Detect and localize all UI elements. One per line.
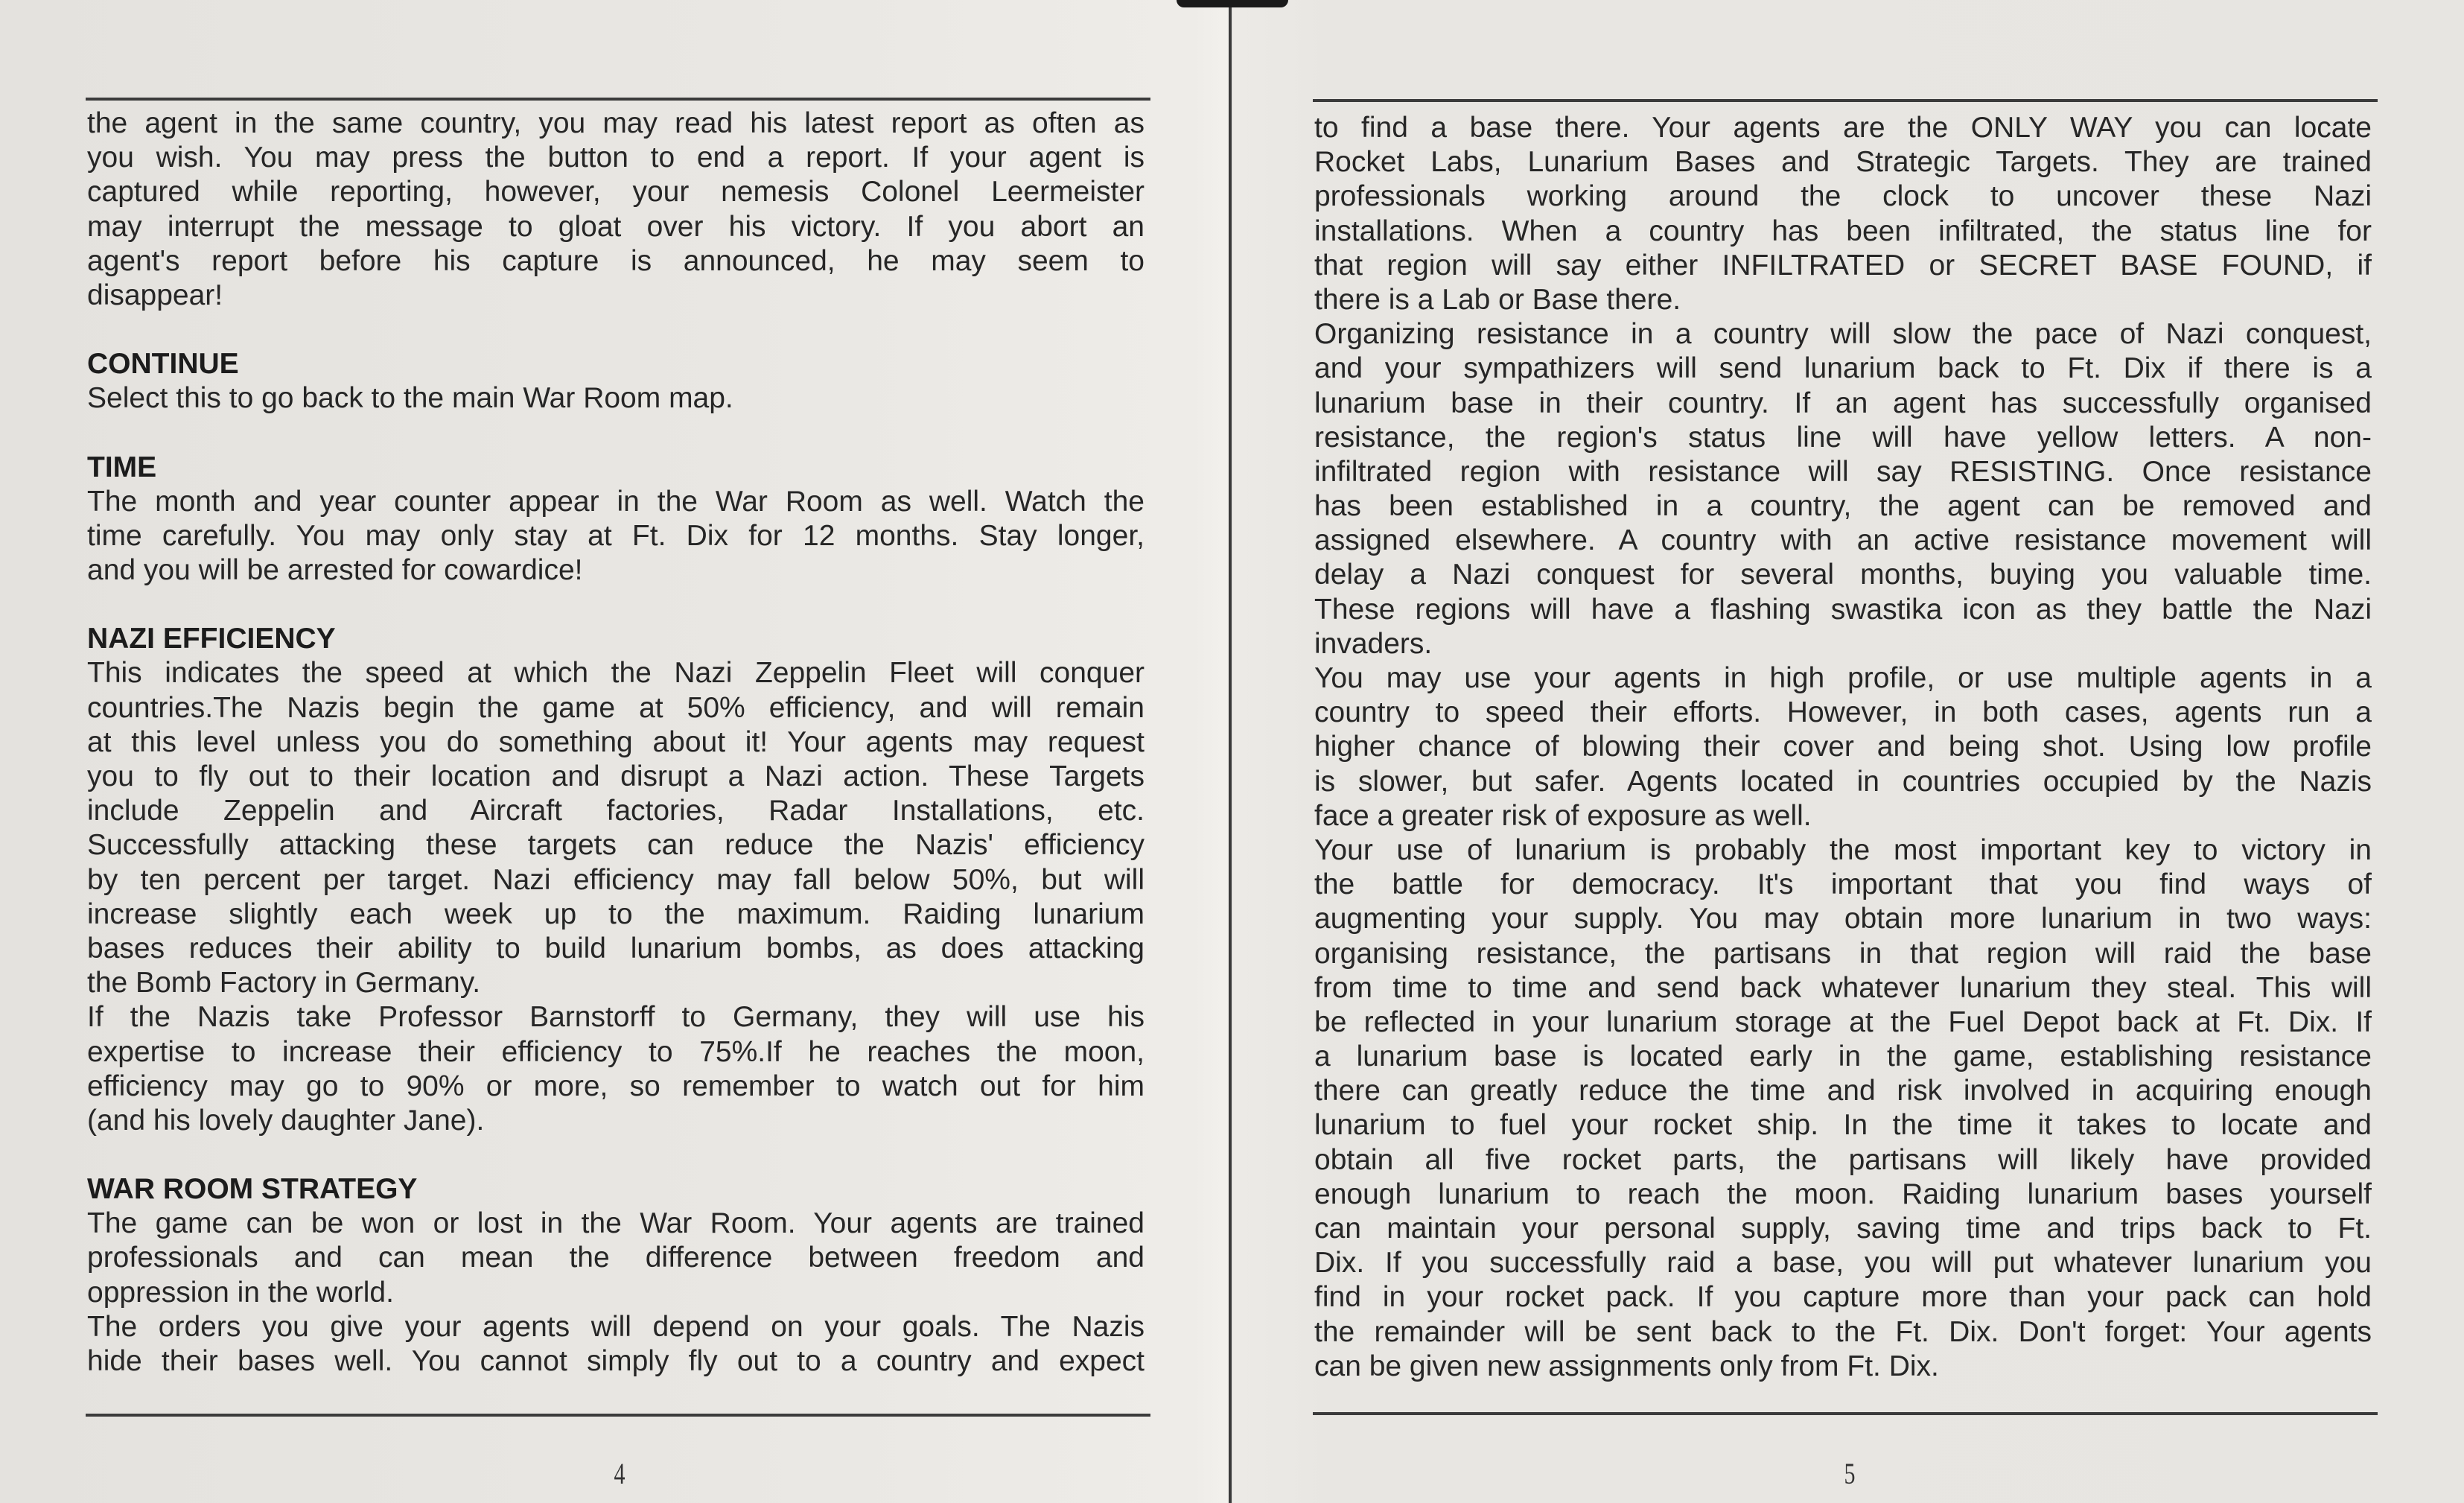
text-line: there is a Lab or Base there. bbox=[1314, 283, 1681, 316]
text-line: include Zeppelin and Aircraft factories, Radar Installations, etc. bbox=[87, 795, 1145, 827]
text-line: agent's report before his capture is announced, he may seem to bbox=[87, 244, 1145, 277]
text-line: Your use of lunarium is probably the most important key to victory in bbox=[1314, 833, 2372, 866]
text-line: professionals working around the clock to uncover these Nazi bbox=[1314, 180, 2372, 213]
text-line: oppression in the world. bbox=[87, 1276, 394, 1309]
section-heading: NAZI EFFICIENCY bbox=[87, 623, 336, 655]
text-line: Successfully attacking these targets can reduce the Nazis' efficiency bbox=[87, 829, 1145, 862]
text-line: (and his lovely daughter Jane). bbox=[87, 1104, 485, 1137]
bottom-rule bbox=[1313, 1412, 2378, 1415]
text-line: organising resistance, the partisans in that region will raid the base bbox=[1314, 937, 2372, 970]
text-line: professionals and can mean the difference between freedom and bbox=[87, 1242, 1145, 1274]
text-line: Organizing resistance in a country will slow the pace of Nazi conquest, bbox=[1314, 318, 2372, 351]
text-line: assigned elsewhere. A country with an active resistance movement will bbox=[1314, 524, 2372, 557]
page-number: 5 bbox=[1844, 1457, 1856, 1490]
text-line: to find a base there. Your agents are the ONLY WAY you can locate bbox=[1314, 112, 2372, 144]
text-line: and you will be arrested for cowardice! bbox=[87, 554, 583, 587]
right-page-text bbox=[1314, 111, 2372, 1384]
text-line: enough lunarium to reach the moon. Raiding lunarium bases yourself bbox=[1314, 1178, 2372, 1210]
text-line: lunarium base in their country. If an agent has successfully organised bbox=[1314, 387, 2372, 419]
book-gutter bbox=[1229, 0, 1232, 1503]
text-line: and your sympathizers will send lunarium back to Ft. Dix if there is a bbox=[1314, 352, 2372, 385]
text-line: disappear! bbox=[87, 279, 223, 311]
text-line: augmenting your supply. You may obtain more lunarium in two ways: bbox=[1314, 903, 2372, 935]
left-page bbox=[0, 0, 1230, 1503]
text-line: from time to time and send back whatever lunarium they steal. This will bbox=[1314, 971, 2372, 1004]
text-line: may interrupt the message to gloat over his victory. If you abort an bbox=[87, 210, 1145, 243]
text-line: can maintain your personal supply, saving time and trips back to Ft. bbox=[1314, 1213, 2372, 1245]
text-line: time carefully. You may only stay at Ft. Dix for 12 months. Stay longer, bbox=[87, 519, 1145, 552]
text-line: you to fly out to their location and disrupt a Nazi action. These Targets bbox=[87, 760, 1145, 792]
text-line: country to speed their efforts. However, in both cases, agents run a bbox=[1314, 696, 2372, 729]
text-line: increase slightly each week up to the maximum. Raiding lunarium bbox=[87, 897, 1145, 930]
text-line: by ten percent per target. Nazi efficiency may fall below 50%, but will bbox=[87, 863, 1145, 896]
text-line: infiltrated region with resistance will say RESISTING. Once resistance bbox=[1314, 455, 2372, 488]
text-line: These regions will have a flashing swastika icon as they battle the Nazi bbox=[1314, 593, 2372, 626]
section-heading: TIME bbox=[87, 451, 157, 483]
page-number: 4 bbox=[614, 1457, 625, 1490]
text-line: higher chance of blowing their cover and being shot. Using low profile bbox=[1314, 731, 2372, 763]
text-line: You may use your agents in high profile, or use multiple agents in a bbox=[1314, 662, 2372, 694]
text-line: be reflected in your lunarium storage at the Fuel Depot back at Ft. Dix. If bbox=[1314, 1005, 2372, 1038]
text-line: Select this to go back to the main War Room map. bbox=[87, 382, 733, 415]
text-line: This indicates the speed at which the Nazi Zeppelin Fleet will conquer bbox=[87, 657, 1145, 690]
text-line: The game can be won or lost in the War Room. Your agents are trained bbox=[87, 1207, 1145, 1240]
text-line: has been established in a country, the agent can be removed and bbox=[1314, 490, 2372, 523]
text-line: hide their bases well. You cannot simply fly out to a country and expect bbox=[87, 1345, 1145, 1377]
text-line: If the Nazis take Professor Barnstorff to Germany, they will use his bbox=[87, 1001, 1145, 1034]
text-line: at this level unless you do something about it! Your agents may request bbox=[87, 725, 1145, 758]
text-line: countries.The Nazis begin the game at 50% efficiency, and will remain bbox=[87, 691, 1145, 724]
right-page bbox=[1233, 0, 2464, 1503]
text-line: expertise to increase their efficiency to 75%.If he reaches the moon, bbox=[87, 1035, 1145, 1068]
text-line: installations. When a country has been infiltrated, the status line for bbox=[1314, 215, 2372, 247]
text-line: the remainder will be sent back to the Ft. Dix. Don't forget: Your agents bbox=[1314, 1315, 2372, 1348]
text-line: invaders. bbox=[1314, 627, 1433, 660]
text-line: you wish. You may press the button to end a report. If your agent is bbox=[87, 142, 1145, 174]
top-rule bbox=[86, 98, 1150, 101]
text-line: face a greater risk of exposure as well. bbox=[1314, 799, 1812, 832]
text-line: there can greatly reduce the time and risk involved in acquiring enough bbox=[1314, 1075, 2372, 1108]
binding-shadow bbox=[1177, 0, 1288, 7]
text-line: captured while reporting, however, your nemesis Colonel Leermeister bbox=[87, 176, 1145, 209]
text-line: can be given new assignments only from Ft. Dix. bbox=[1314, 1350, 1939, 1382]
section-heading: WAR ROOM STRATEGY bbox=[87, 1173, 418, 1206]
text-line: The orders you give your agents will depend on your goals. The Nazis bbox=[87, 1310, 1145, 1343]
bottom-rule bbox=[86, 1414, 1150, 1417]
text-line: a lunarium base is located early in the game, establishing resistance bbox=[1314, 1040, 2372, 1073]
text-line: that region will say either INFILTRATED or SECRET BASE FOUND, if bbox=[1314, 249, 2372, 282]
text-line: is slower, but safer. Agents located in countries occupied by the Nazis bbox=[1314, 765, 2372, 798]
top-rule bbox=[1313, 99, 2378, 102]
text-line: obtain all five rocket parts, the partisans will likely have provided bbox=[1314, 1143, 2372, 1176]
text-line: bases reduces their ability to build lunarium bombs, as does attacking bbox=[87, 932, 1145, 965]
text-line: the Bomb Factory in Germany. bbox=[87, 967, 481, 1000]
text-line: Dix. If you successfully raid a base, you will put whatever lunarium you bbox=[1314, 1247, 2372, 1280]
text-line: delay a Nazi conquest for several months, buying you valuable time. bbox=[1314, 559, 2372, 591]
text-line: The month and year counter appear in the War Room as well. Watch the bbox=[87, 485, 1145, 518]
text-line: the agent in the same country, you may read his latest report as often as bbox=[87, 107, 1145, 139]
text-line: resistance, the region's status line will have yellow letters. A non- bbox=[1314, 421, 2372, 454]
text-line: find in your rocket pack. If you capture more than your pack can hold bbox=[1314, 1281, 2372, 1314]
text-line: efficiency may go to 90% or more, so remember to watch out for him bbox=[87, 1070, 1145, 1102]
text-line: lunarium to fuel your rocket ship. In the time it takes to locate and bbox=[1314, 1109, 2372, 1142]
left-page-text bbox=[87, 107, 1145, 1379]
text-line: Rocket Labs, Lunarium Bases and Strategic Targets. They are trained bbox=[1314, 146, 2372, 179]
section-heading: CONTINUE bbox=[87, 348, 239, 381]
text-line: the battle for democracy. It's important that you find ways of bbox=[1314, 868, 2372, 901]
